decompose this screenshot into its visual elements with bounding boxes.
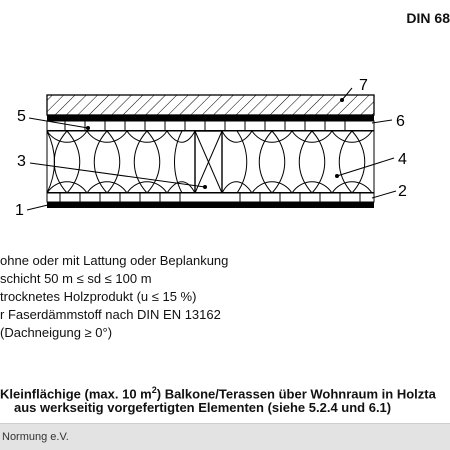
legend-line: r Faserdämmstoff nach DIN EN 13162	[0, 307, 221, 322]
caption-superscript: 2	[151, 385, 157, 395]
callout-4: 4	[398, 151, 407, 168]
lower-sheathing-layer	[47, 193, 374, 202]
callout-3: 3	[17, 153, 26, 170]
upper-sheathing-layer	[47, 121, 374, 131]
callout-2: 2	[398, 183, 407, 200]
caption-text: ) Balkone/Terassen über Wohnraum in Holzta	[156, 386, 436, 402]
legend-line: ohne oder mit Lattung oder Beplankung	[0, 253, 229, 268]
footer-bar	[0, 423, 450, 450]
callout-7: 7	[359, 77, 368, 94]
footer-text: Normung e.V.	[2, 431, 69, 443]
callout-1: 1	[15, 202, 24, 219]
lower-membrane-layer	[47, 202, 374, 208]
callout-6: 6	[396, 113, 405, 130]
document-number: DIN 68	[406, 10, 450, 26]
callout-5: 5	[17, 108, 26, 125]
caption-text: Kleinflächige (max. 10 m	[0, 386, 152, 402]
legend-line: schicht 50 m ≤ sd ≤ 100 m	[0, 271, 152, 286]
top-board-layer	[47, 95, 374, 115]
legend-line: trocknetes Holzprodukt (u ≤ 15 %)	[0, 289, 197, 304]
timber-rib	[195, 131, 222, 193]
caption-line-2: aus werkseitig vorgefertigten Elementen (siehe 5.2.4 und 6.1)	[14, 400, 392, 415]
upper-membrane-layer	[47, 115, 374, 121]
legend-line: (Dachneigung ≥ 0°)	[0, 325, 113, 340]
figure-legend	[0, 252, 228, 342]
